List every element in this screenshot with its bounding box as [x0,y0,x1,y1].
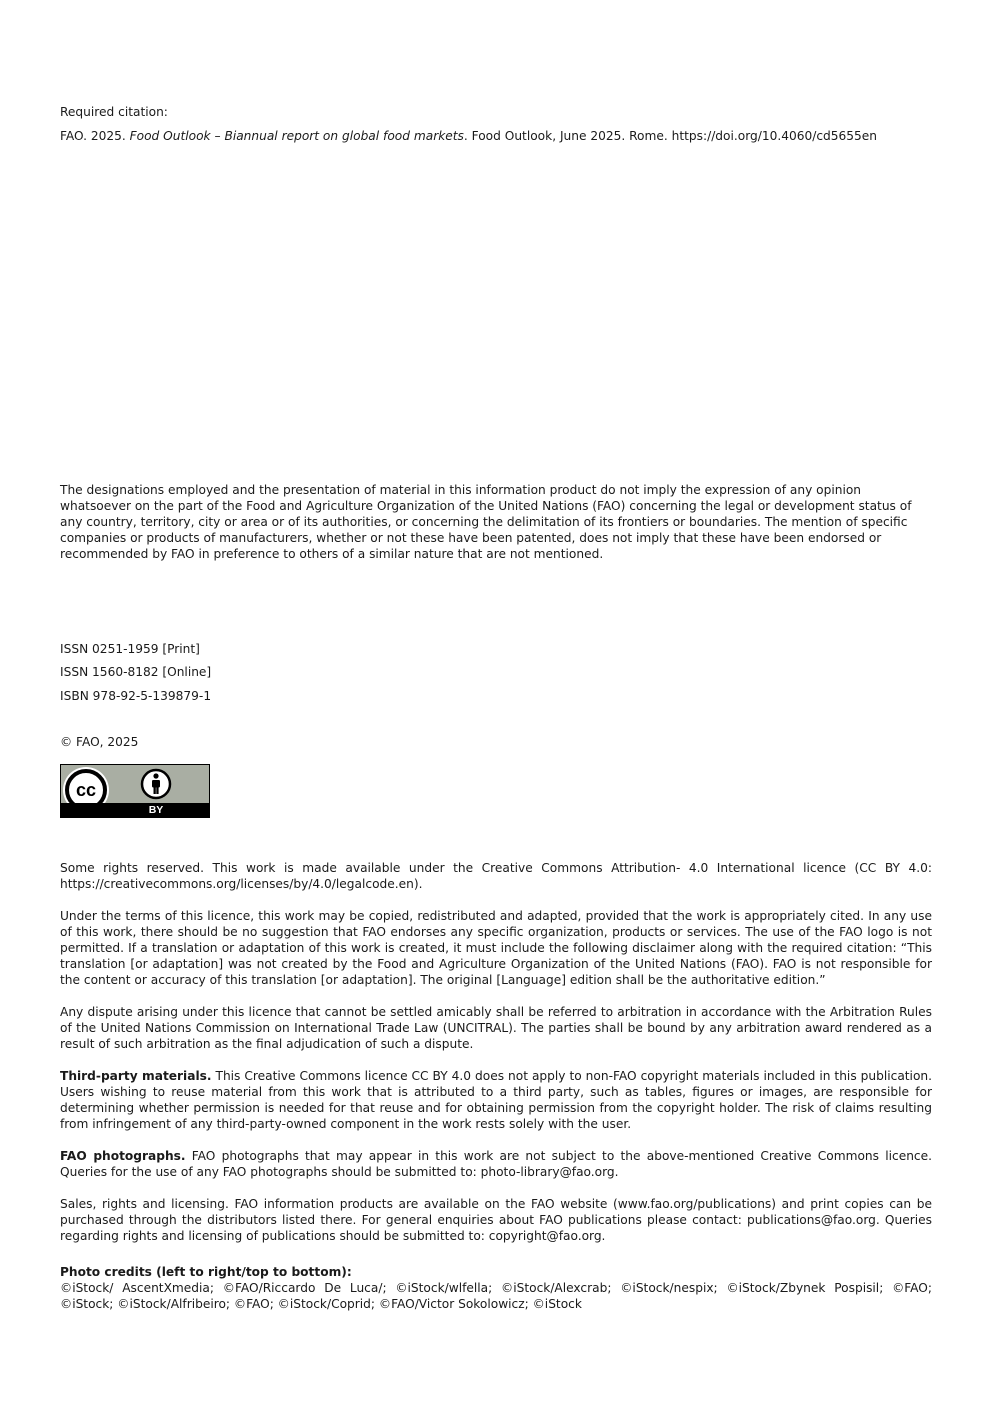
issn-online: ISSN 1560-8182 [Online] [60,665,212,679]
fao-photographs-heading: FAO photographs. [60,1149,186,1163]
issn-print: ISSN 0251-1959 [Print] [60,642,200,656]
cc-badge-strip [61,803,209,817]
citation-lead: FAO. 2025. [60,129,130,143]
disclaimer-paragraph: The designations employed and the presentation of material in this information product do not imply the expression of any opinion whatsoever on the part of the Food and Agriculture Organization of the United Nations (FAO) concerning the legal or development status of any country, territory, city or area or of its authorities, or concerning the delimitation of its frontiers or boundaries. The mention of specific companies or products of manufacturers, whether or not these have been patented, does not imply that these have been endorsed or recommended by FAO in preference to others of a similar nature that are not mentioned. [60,483,912,561]
cc-by-licence-badge[interactable] [60,764,210,818]
citation-rest: . Food Outlook, June 2025. Rome. https://doi.org/10.4060/cd5655en [463,129,878,143]
licence-rights-paragraph: Some rights reserved. This work is made available under the Creative Commons Attribution- 4.0 International licence (CC BY 4.0: https://creativecommons.org/licenses/by/4.0/legalcode.en). [60,861,932,891]
cc-letters: cc [75,780,97,800]
dispute-paragraph: Any dispute arising under this licence that cannot be settled amicably shall be referred to arbitration in accordance with the Arbitration Rules of the United Nations Commission on International Trade Law (UNCITRAL). The parties shall be bound by any arbitration award rendered as a result of such arbitration as the final adjudication of such a dispute. [60,1005,932,1051]
third-party-paragraph [60,1068,932,1132]
fao-photographs-text: FAO photographs that may appear in this work are not subject to the above-mentioned Creative Commons licence. Queries for the use of any FAO photographs should be submitted to: photo-library@fao.org. [60,1149,932,1179]
copyright-notice: © FAO, 2025 [60,735,139,749]
third-party-text: This Creative Commons licence CC BY 4.0 does not apply to non-FAO copyright materials included in this publication. Users wishing to reuse material from this work that is attributed to a third party, such as tables, figures or images, are responsible for determining whether permission is needed for that reuse and for obtaining permission from the copyright holder. The risk of claims resulting from infringement of any third-party-owned component in the work rests solely with the user. [60,1069,933,1131]
fao-photographs-paragraph [60,1148,932,1180]
licence-terms-paragraph: Under the terms of this licence, this work may be copied, redistributed and adapted, provided that the work is appropriately cited. In any use of this work, there should be no suggestion that FAO endorses any specific organization, products or services. The use of the FAO logo is not permitted. If a translation or adaptation of this work is created, it must include the following disclaimer along with the required citation: “This translation [or adaptation] was not created by the Food and Agriculture Organization of the United Nations (FAO). FAO is not responsible for the content or accuracy of this translation [or adaptation]. The original [Language] edition shall be the authoritative edition.” [60,909,932,987]
photo-credits-text: ©iStock/ AscentXmedia; ©FAO/Riccardo De Luca/; ©iStock/wlfella; ©iStock/Alexcrab; ©iStock/nespix; ©iStock/Zbynek Pospisil; ©FAO; ©iStock; ©iStock/Alfribeiro; ©FAO; ©iStock/Coprid; ©FAO/Victor Sokolowicz; ©iStock [60,1281,932,1311]
cc-by-label: BY [148,804,164,816]
isbn: ISBN 978-92-5-139879-1 [60,689,212,703]
citation-title: Food Outlook – Biannual report on global food markets [129,129,464,143]
citation-text [60,128,932,144]
citation-label: Required citation: [60,105,168,119]
photo-credits-heading: Photo credits (left to right/top to bottom): [60,1265,352,1279]
third-party-heading: Third-party materials. [60,1069,212,1083]
attribution-person-icon [142,770,170,798]
sales-paragraph: Sales, rights and licensing. FAO information products are available on the FAO website (www.fao.org/publications) and print copies can be purchased through the distributors listed there. For general enquiries about FAO publications please contact: publications@fao.org. Queries regarding rights and licensing of publications should be submitted to: copyright@fao.org. [60,1197,932,1243]
